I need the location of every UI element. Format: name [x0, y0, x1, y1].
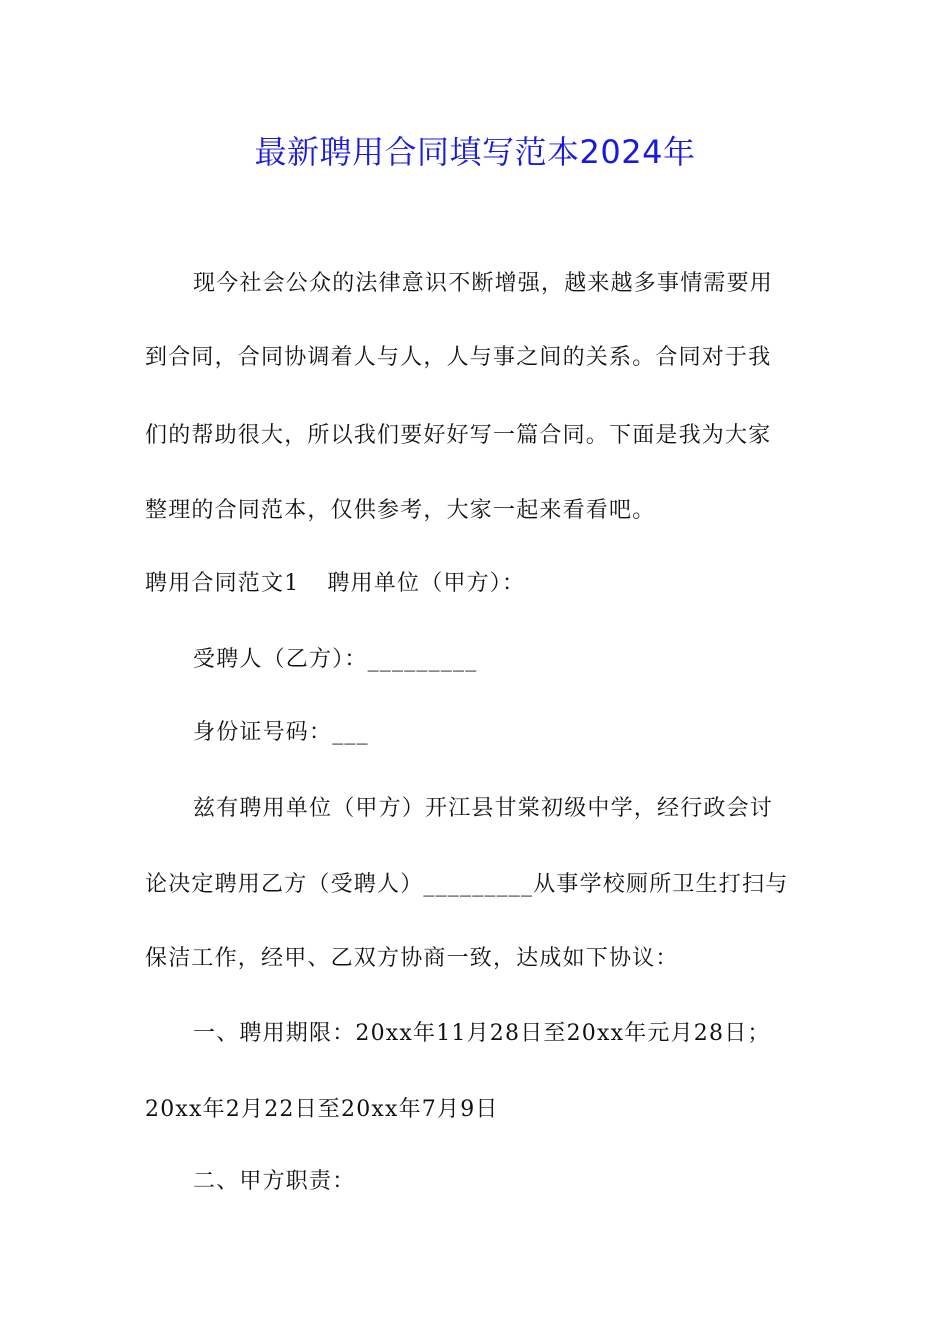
term-line-2: 20xx年2月22日至20xx年7月9日: [145, 1097, 499, 1122]
body-line-1: 兹有聘用单位（甲方）开江县甘棠初级中学，经行政会讨: [193, 796, 774, 821]
body-line-3: 保洁工作，经甲、乙双方协商一致，达成如下协议：: [145, 946, 679, 971]
section-heading-party-a: 二、甲方职责：: [193, 1169, 356, 1194]
intro-line-3: 们的帮助很大，所以我们要好好写一篇合同。下面是我为大家: [145, 423, 772, 448]
employer-label: 聘用单位（甲方）：: [327, 571, 526, 596]
document-title: 最新聘用合同填写范本2024年: [254, 133, 696, 171]
intro-line-4: 整理的合同范本，仅供参考，大家一起来看看吧。: [145, 498, 656, 523]
body-line-2: 论决定聘用乙方（受聘人）_________从事学校厕所卫生打扫与: [145, 872, 789, 897]
id-number-line: 身份证号码：___: [193, 720, 369, 745]
intro-line-2: 到合同，合同协调着人与人，人与事之间的关系。合同对于我: [145, 345, 772, 370]
contract-sample-label: 聘用合同范文1: [145, 571, 300, 596]
intro-line-1: 现今社会公众的法律意识不断增强，越来越多事情需要用: [193, 271, 774, 296]
contract-heading-line: [145, 567, 815, 601]
term-line-1: 一、聘用期限：20xx年11月28日至20xx年元月28日；: [193, 1021, 771, 1046]
employee-line: 受聘人（乙方）：_________: [193, 647, 478, 672]
